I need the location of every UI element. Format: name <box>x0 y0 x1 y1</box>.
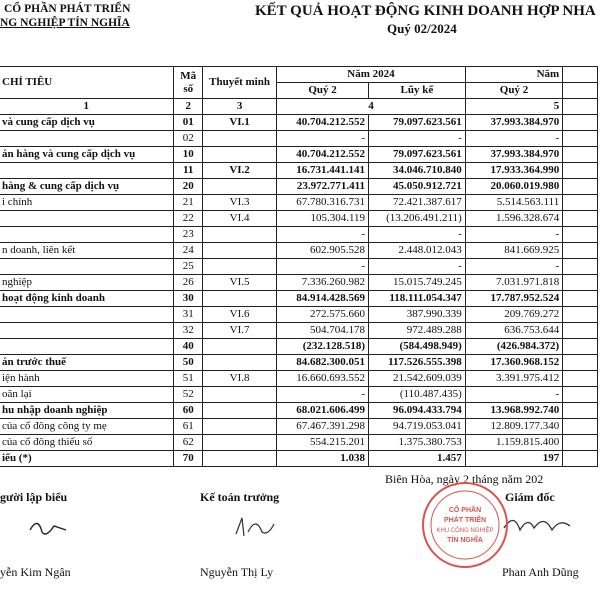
row-rest <box>563 323 598 339</box>
row-rest <box>563 211 598 227</box>
row-name: i chính <box>0 195 174 211</box>
company-name <box>0 2 200 30</box>
row-q2-2024: 504.704.178 <box>277 323 369 339</box>
row-q2-prev: 841.669.925 <box>465 243 562 259</box>
row-code: 60 <box>174 403 203 419</box>
row-name: án trước thuế <box>0 355 174 371</box>
row-rest <box>563 419 598 435</box>
row-code: 25 <box>174 259 203 275</box>
row-note: VI.7 <box>202 323 276 339</box>
row-name: và cung cấp dịch vụ <box>0 115 174 131</box>
row-q2-2024: 272.575.660 <box>277 307 369 323</box>
row-code: 02 <box>174 131 203 147</box>
row-code: 30 <box>174 291 203 307</box>
table-row <box>0 435 598 451</box>
row-note <box>202 147 276 163</box>
row-rest <box>563 339 598 355</box>
row-name: án hàng và cung cấp dịch vụ <box>0 147 174 163</box>
row-q2-prev: 636.753.644 <box>465 323 562 339</box>
column-index-row <box>0 99 598 115</box>
row-q2-2024: 40.704.212.552 <box>277 115 369 131</box>
row-cumulative-2024: - <box>369 259 466 275</box>
header-luyke: Lũy kế <box>369 83 466 99</box>
table-row <box>0 275 598 291</box>
row-name: iếu (*) <box>0 451 174 467</box>
row-cumulative-2024: 79.097.623.561 <box>369 147 466 163</box>
row-code: 32 <box>174 323 203 339</box>
table-row <box>0 115 598 131</box>
row-rest <box>563 179 598 195</box>
row-code: 23 <box>174 227 203 243</box>
header-nam-prev: Năm <box>465 67 562 83</box>
row-q2-prev: - <box>465 131 562 147</box>
row-note <box>202 435 276 451</box>
table-row <box>0 403 598 419</box>
row-rest <box>563 451 598 467</box>
row-q2-prev: 209.769.272 <box>465 307 562 323</box>
row-code: 20 <box>174 179 203 195</box>
row-q2-prev: 7.031.971.818 <box>465 275 562 291</box>
signature-preparer <box>20 512 80 542</box>
row-q2-2024: 554.215.201 <box>277 435 369 451</box>
row-q2-2024: - <box>277 387 369 403</box>
stamp-line-1: CỔ PHẦN <box>448 507 482 514</box>
row-name <box>0 131 174 147</box>
row-rest <box>563 195 598 211</box>
row-note <box>202 339 276 355</box>
row-rest <box>563 403 598 419</box>
table-row <box>0 387 598 403</box>
row-note: VI.2 <box>202 163 276 179</box>
row-q2-prev: 13.968.992.740 <box>465 403 562 419</box>
row-note: VI.6 <box>202 307 276 323</box>
row-code: 31 <box>174 307 203 323</box>
row-name <box>0 163 174 179</box>
table-row <box>0 211 598 227</box>
row-rest <box>563 355 598 371</box>
row-name: oãn lại <box>0 387 174 403</box>
row-q2-2024: 602.905.528 <box>277 243 369 259</box>
signature-director <box>500 508 580 538</box>
row-rest <box>563 243 598 259</box>
row-note <box>202 227 276 243</box>
header-rest <box>563 67 598 83</box>
row-cumulative-2024: 118.111.054.347 <box>369 291 466 307</box>
row-code: 52 <box>174 387 203 403</box>
row-cumulative-2024: (13.206.491.211) <box>369 211 466 227</box>
table-row <box>0 291 598 307</box>
header-nam2024: Năm 2024 <box>277 67 466 83</box>
row-note <box>202 179 276 195</box>
row-note <box>202 419 276 435</box>
row-q2-prev: 17.360.968.152 <box>465 355 562 371</box>
table-row <box>0 323 598 339</box>
row-q2-2024: - <box>277 227 369 243</box>
row-cumulative-2024: 972.489.288 <box>369 323 466 339</box>
row-q2-2024: 16.660.693.552 <box>277 371 369 387</box>
row-q2-prev: 1.159.815.400 <box>465 435 562 451</box>
row-rest <box>563 147 598 163</box>
row-name <box>0 259 174 275</box>
row-q2-prev: 12.809.177.340 <box>465 419 562 435</box>
row-note: VI.3 <box>202 195 276 211</box>
row-q2-2024: 68.021.606.499 <box>277 403 369 419</box>
row-q2-prev: 197 <box>465 451 562 467</box>
name-chief-accountant: Nguyễn Thị Ly <box>200 565 274 579</box>
row-note <box>202 387 276 403</box>
row-cumulative-2024: 79.097.623.561 <box>369 115 466 131</box>
row-note: VI.4 <box>202 211 276 227</box>
table-row <box>0 355 598 371</box>
header-chitieu: CHỈ TIÊU <box>0 67 174 99</box>
row-rest <box>563 227 598 243</box>
row-q2-prev: 17.933.364.990 <box>465 163 562 179</box>
row-name: hu nhập doanh nghiệp <box>0 403 174 419</box>
row-note: VI.1 <box>202 115 276 131</box>
row-q2-2024: 7.336.260.982 <box>277 275 369 291</box>
row-cumulative-2024: - <box>369 131 466 147</box>
row-q2-prev: 37.993.384.970 <box>465 115 562 131</box>
row-cumulative-2024: 21.542.609.039 <box>369 371 466 387</box>
row-name <box>0 339 174 355</box>
row-code: 10 <box>174 147 203 163</box>
row-cumulative-2024: - <box>369 227 466 243</box>
row-q2-2024: 84.682.300.051 <box>277 355 369 371</box>
idx-4: 4 <box>277 99 466 115</box>
header-quy2: Quý 2 <box>277 83 369 99</box>
row-code: 22 <box>174 211 203 227</box>
row-code: 50 <box>174 355 203 371</box>
row-q2-prev: - <box>465 227 562 243</box>
row-q2-2024: 84.914.428.569 <box>277 291 369 307</box>
header-maso: Mã số <box>174 67 203 99</box>
row-rest <box>563 131 598 147</box>
row-cumulative-2024: 72.421.387.617 <box>369 195 466 211</box>
row-cumulative-2024: (110.487.435) <box>369 387 466 403</box>
row-cumulative-2024: 94.719.053.041 <box>369 419 466 435</box>
row-rest <box>563 291 598 307</box>
row-name: của cổ đông công ty mẹ <box>0 419 174 435</box>
row-q2-prev: 17.787.952.524 <box>465 291 562 307</box>
row-rest <box>563 387 598 403</box>
signature-accountant <box>228 512 288 542</box>
row-cumulative-2024: 15.015.749.245 <box>369 275 466 291</box>
row-note <box>202 355 276 371</box>
row-q2-2024: 1.038 <box>277 451 369 467</box>
table-row <box>0 307 598 323</box>
table-row <box>0 243 598 259</box>
company-line-2: NG NGHIỆP TÍN NGHĨA <box>0 17 130 29</box>
header-thuyetminh: Thuyết minh <box>202 67 276 99</box>
report-title: KẾT QUẢ HOẠT ĐỘNG KINH DOANH HỢP NHA <box>255 3 596 19</box>
row-name: hàng & cung cấp dịch vụ <box>0 179 174 195</box>
table-row <box>0 147 598 163</box>
table-row <box>0 451 598 467</box>
name-director: Phan Anh Dũng <box>502 565 579 579</box>
table-body <box>0 115 598 467</box>
table-row <box>0 259 598 275</box>
idx-3: 3 <box>202 99 276 115</box>
idx-2: 2 <box>174 99 203 115</box>
stamp-line-3: KHU CÔNG NGHIỆP <box>436 528 494 534</box>
table-row <box>0 227 598 243</box>
row-cumulative-2024: 1.375.380.753 <box>369 435 466 451</box>
stamp-line-4: TÍN NGHĨA <box>447 537 483 544</box>
role-preparer: gười lập biểu <box>0 490 68 504</box>
row-code: 40 <box>174 339 203 355</box>
row-q2-2024: - <box>277 259 369 275</box>
row-name: nghiệp <box>0 275 174 291</box>
name-preparer: yễn Kim Ngân <box>0 565 71 579</box>
row-code: 26 <box>174 275 203 291</box>
row-q2-2024: 16.731.441.141 <box>277 163 369 179</box>
row-name: của cổ đông thiểu số <box>0 435 174 451</box>
row-code: 70 <box>174 451 203 467</box>
row-code: 62 <box>174 435 203 451</box>
row-name <box>0 227 174 243</box>
row-cumulative-2024: 117.526.555.398 <box>369 355 466 371</box>
idx-rest <box>563 99 598 115</box>
row-note <box>202 259 276 275</box>
row-q2-prev: 20.060.019.980 <box>465 179 562 195</box>
table-row <box>0 419 598 435</box>
row-cumulative-2024: 387.990.339 <box>369 307 466 323</box>
table-header-row-1 <box>0 67 598 83</box>
row-rest <box>563 275 598 291</box>
row-q2-prev: - <box>465 259 562 275</box>
row-name <box>0 323 174 339</box>
table-row <box>0 163 598 179</box>
row-cumulative-2024: (584.498.949) <box>369 339 466 355</box>
row-q2-2024: 67.467.391.298 <box>277 419 369 435</box>
row-q2-2024: (232.128.518) <box>277 339 369 355</box>
row-q2-prev: 5.514.563.111 <box>465 195 562 211</box>
row-name: hoạt động kinh doanh <box>0 291 174 307</box>
row-cumulative-2024: 1.457 <box>369 451 466 467</box>
header-quy2-prev: Quý 2 <box>465 83 562 99</box>
row-q2-2024: - <box>277 131 369 147</box>
row-note <box>202 291 276 307</box>
row-code: 61 <box>174 419 203 435</box>
role-chief-accountant: Kế toán trưởng <box>200 490 280 504</box>
table-row <box>0 195 598 211</box>
row-q2-prev: (426.984.372) <box>465 339 562 355</box>
row-q2-prev: 1.596.328.674 <box>465 211 562 227</box>
table-row <box>0 131 598 147</box>
idx-5: 5 <box>465 99 562 115</box>
role-director: Giám đốc <box>505 490 555 504</box>
row-code: 01 <box>174 115 203 131</box>
table-row <box>0 371 598 387</box>
row-name: iện hành <box>0 371 174 387</box>
row-code: 24 <box>174 243 203 259</box>
row-q2-2024: 23.972.771.411 <box>277 179 369 195</box>
row-q2-prev: - <box>465 387 562 403</box>
row-rest <box>563 371 598 387</box>
row-q2-2024: 105.304.119 <box>277 211 369 227</box>
row-rest <box>563 115 598 131</box>
header-rest-2 <box>563 83 598 99</box>
row-cumulative-2024: 34.046.710.840 <box>369 163 466 179</box>
place-date: Biên Hòa, ngày 2 tháng năm 202 <box>385 472 544 486</box>
row-cumulative-2024: 45.050.912.721 <box>369 179 466 195</box>
row-name: n doanh, liên kết <box>0 243 174 259</box>
company-line-1: CỔ PHẦN PHÁT TRIỂN <box>4 3 131 15</box>
row-name <box>0 211 174 227</box>
table-row <box>0 339 598 355</box>
row-q2-2024: 67.780.316.731 <box>277 195 369 211</box>
report-heading <box>255 2 600 38</box>
row-code: 11 <box>174 163 203 179</box>
company-seal <box>420 480 510 570</box>
row-code: 21 <box>174 195 203 211</box>
row-note: VI.5 <box>202 275 276 291</box>
row-rest <box>563 163 598 179</box>
row-note <box>202 131 276 147</box>
row-q2-2024: 40.704.212.552 <box>277 147 369 163</box>
row-name <box>0 307 174 323</box>
row-note <box>202 243 276 259</box>
table-row <box>0 179 598 195</box>
row-rest <box>563 435 598 451</box>
row-note <box>202 451 276 467</box>
row-q2-prev: 3.391.975.412 <box>465 371 562 387</box>
row-rest <box>563 307 598 323</box>
row-code: 51 <box>174 371 203 387</box>
row-note <box>202 403 276 419</box>
row-rest <box>563 259 598 275</box>
idx-1: 1 <box>0 99 174 115</box>
income-statement-table <box>0 66 598 467</box>
row-q2-prev: 37.993.384.970 <box>465 147 562 163</box>
row-cumulative-2024: 96.094.433.794 <box>369 403 466 419</box>
row-note: VI.8 <box>202 371 276 387</box>
stamp-line-2: PHÁT TRIỂN <box>444 517 486 524</box>
report-period: Quý 02/2024 <box>387 21 457 36</box>
row-cumulative-2024: 2.448.012.043 <box>369 243 466 259</box>
